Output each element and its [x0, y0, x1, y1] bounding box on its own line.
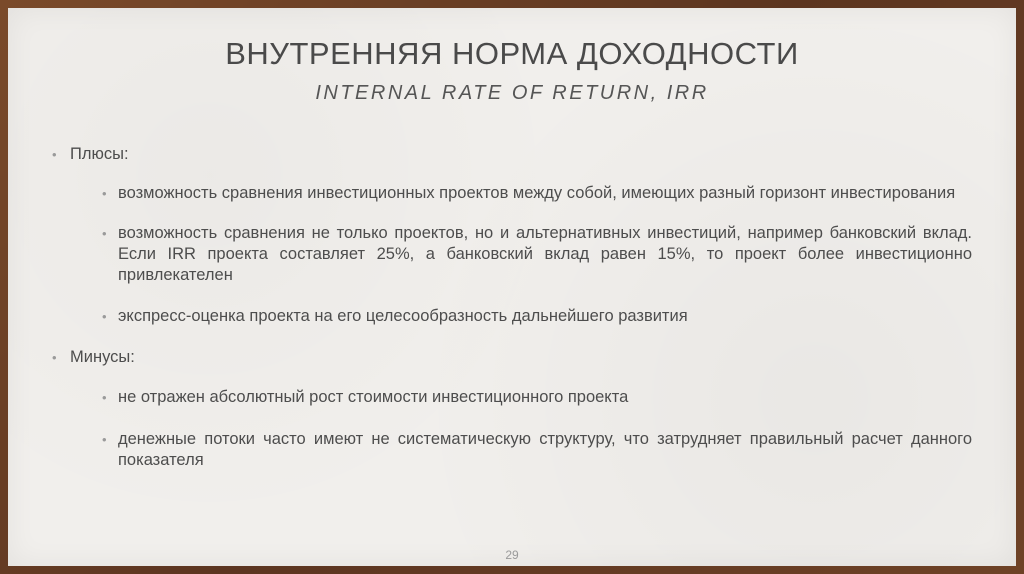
slide-title: ВНУТРЕННЯЯ НОРМА ДОХОДНОСТИ — [225, 36, 799, 71]
pros-item-2: • возможность сравнения не только проектов, но и альтернативных инвестиций, например банковский вклад. Если IRR проекта составляет 25%, а банковский вклад равен 15%, то проект более инвестиционно привлекателен — [102, 223, 972, 286]
slide-content — [52, 144, 972, 471]
pros-item-1: • возможность сравнения инвестиционных проектов между собой, имеющих разный горизонт инвестирования — [102, 183, 972, 204]
pros-item-3: • экспресс-оценка проекта на его целесообразность дальнейшего развития — [102, 306, 972, 327]
slide — [8, 8, 1016, 566]
pros-heading: • Плюсы: — [52, 144, 972, 165]
cons-item-1: • не отражен абсолютный рост стоимости инвестиционного проекта — [102, 387, 972, 408]
page-number: 29 — [505, 548, 519, 562]
slide-subtitle: INTERNAL RATE OF RETURN, IRR — [315, 82, 709, 104]
cons-item-2: • денежные потоки часто имеют не систематическую структуру, что затрудняет правильный расчет данного показателя — [102, 429, 972, 471]
cons-heading: • Минусы: — [52, 347, 972, 368]
